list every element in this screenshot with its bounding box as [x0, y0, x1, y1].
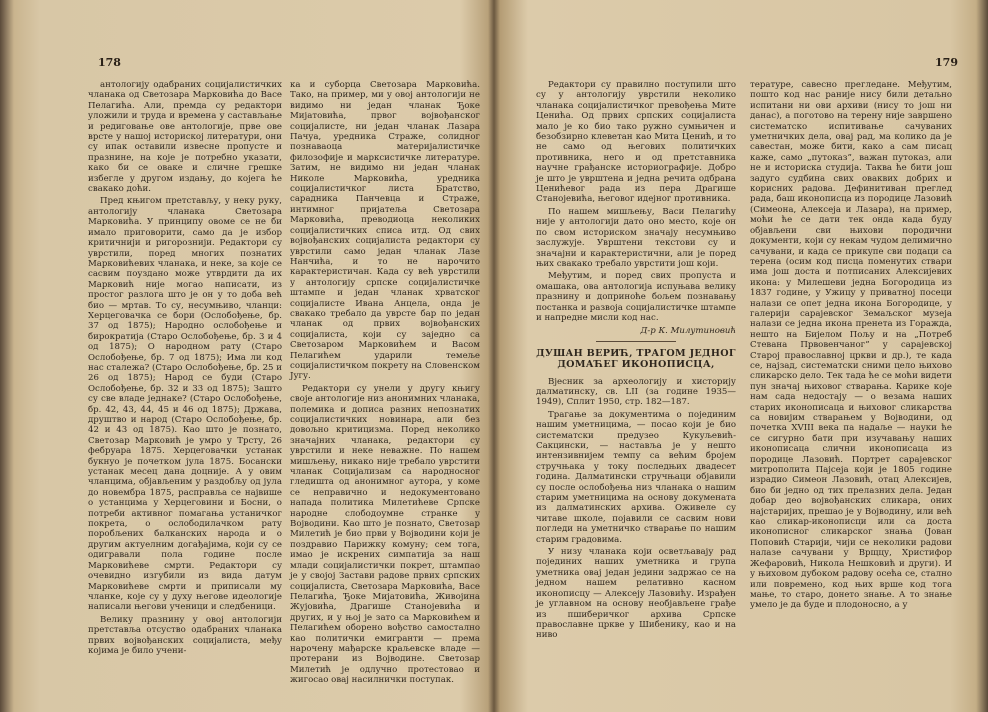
review-heading: ДУШАН ВЕРИЋ, ТРАГОМ ЈЕДНОГ ДОМАЋЕГ ИКОНОПИСЦА,	[536, 347, 736, 371]
left-column-1	[88, 80, 282, 660]
paragraph: Редактори су правилно поступили што су у антологију уврстили неколико чланака социјалистичког превођења Мите Ценића. Од првих српских социјалиста мало је ко био тако ружно сумњичен и безобзирно клеветан као Мита Ценић, и то не само од његових политичких противника, него и од претставника научне грађанске историографије. Добро је што је уврштена и једна речита одбрана Ценићевог рада из пера Драгише Станојевића, његовог идејног противника.	[536, 80, 736, 205]
page-number-left: 178	[98, 56, 121, 69]
paragraph: У низу чланака који осветљавају рад појединих наших уметника и група уметника овај један једини задржао се на једном нашем релативно касном иконописцу — Алексеју Лазовићу. Израђен је углавном на основу необјављене грађе из пшиберичког архива Српске православне цркве у Шибенику, као и на ниво	[536, 547, 736, 641]
paragraph: Велику празнину у овој антологији претставља отсуство одабраних чланака првих војвођанских социјалиста, међу којима је било учени-	[88, 614, 282, 656]
paragraph: Пред књигом претстављу, у неку руку, антологију чланака Светозара Марковића. У принципу овоме се не би имало приговорити, само да је избор критичнији и ригорознији. Редактори су уврстили, поред многих познатих Марковићевих чланака, и неке, за које се сасвим поуздано може утврдити да их Марковић није могао написати, из простог разлога што је он у то доба већ био — мртав. То су, несумњиво, чланци: Херцеговачка се бори (Ослобођење, бр. 37 од 1875); Народно ослобођење и бирократија (Старо Ослобођење, бр. 3 и 4 од 1875); О народном рату (Старо Ослобођење, бр. 7 од 1875); Има ли код нас сталежа? (Старо Ослобођење, бр. 25 и 26 од 1875); Народ се буди (Старо Ослобођење, бр. 32 и 33 од 1875); Зашто су све владе једнаке? (Старо Ослобођење, бр. 42, 43, 44, 45 и 46 од 1875); Држава, друштво и народ (Старо Ослобођење, бр. 42 и 43 од 1875). Као што је познато, Светозар Марковић је умро у Трсту, 26 фебруара 1875. Херцеговачки устанак букнуо је почетком јула 1875. Босански устанак месец дана доцније. А у овим чланцима, објављеним у раздобљу од јула до новембра 1875, расправља се највише о устанцима у Херцеговини и Босни, о потреби активног помагања устаничког покрета, о ослободилачком рату поробљених балканских народа и о другим актуелним догађајима, који су се одигравали пола године после Марковићеве смрти. Редактори су очевидно изгубили из вида датум Марковићеве смрти и приписали му чланке, које су у духу његове идеологије написали његови ученици и следбеници.	[88, 196, 282, 613]
paragraph: Редактори су унели у другу књигу своје антологије низ анонимних чланака, полемика и дописа разних непознатих социјалистичких новинара, али без довољно критицизма. Поред неколико значајних чланака, редактори су уврстили и неке неважне. По нашем мишљењу, никако није требало уврстити чланак Социјализам са народносног гледишта од анонимног аутора, у коме се неправично и недокументовано напада политика Милетићеве Српске народне слободоумне странке у Војводини. Као што је познато, Светозар Милетић је био први у Војводини који је поздравио Парижку комуну; сем тога, имао је искрених симпатија за наш млади социјалистички покрет, штампао је у својој Застави радове првих српских социјалиста, Светозара Марковића, Васе Пелагића, Ђоке Мијатовића, Живојина Жујовића, Драгише Станојевића и других, и у њој је зато са Марковићем и Пелагићем оборено вођство самостално као политички емигранти — према нарочену мађарске краљевске владе — протерани из Војводине. Светозар Милетић је одлучно протестовао и жигосао овај насилнички поступак.	[290, 383, 480, 686]
paragraph: Трагање за документима о појединим нашим уметницима, — посао који је био систематски предузео Кукуљевић-Сакцински, — наставља је у нешто интензивнијем темпу са већим бројем стручњака у току последњих двадесет година. Далматински стручњаци објавили су после ослобођења низ чланака о нашим старим уметницима на основу докумената из далматинских архива. Оживеле су читаве школе, појавили се сасвим нови погледи на уметничко стварање по нашим старим градовима.	[536, 409, 736, 545]
section-divider	[596, 341, 676, 342]
paragraph: антологију одабраних социјалистичких чланака од Светозара Марковића до Васе Пелагића. Али, премда су редактори уложили и труда и времена у састављање и редиговање ове антологије, прве ове врсте у нашој историској литератури, они су ипак оставили извесне пропусте и празнине, на које је потребно указати, како би се оваке и сличне грешке избегле у другом издању, до којега ће свакако доћи.	[88, 80, 282, 195]
right-column-1	[536, 80, 736, 665]
right-page	[500, 0, 972, 712]
paragraph: ка и суборца Светозара Марковића. Тако, на пример, ми у овој антологији не видимо ни један чланак Ђоке Мијатовића, првог војвођанског социјалисте, ни један чланак Лазара Пачуа, уредника Страже, солидног познаваоца материјалистичке филозофије и марксистичке литературе. Затим, не видимо ни један чланак Николе Марковића, уредника социјалистичког листа Братство, сарадника Панчевца и Страже, интимног пријатеља Светозара Марковића, преводиоца неколиких социјалистичких списа итд. Од свих војвођанских социјалиста редактори су уврстили само један чланак Лазе Нанчића, и то не нарочито карактеристичан. Када су већ уврстили у антологију српске социјалистичке штампе и један чланак хрватског социјалисте Ивана Анцела, онда је свакако требало да уврсте бар по један чланак од првих војвођанских социјалиста, који су заједно са Светозаром Марковићем и Васом Пелагићем ударили темеље социјалистичком покрету на Словенском Југу.	[290, 80, 480, 382]
paragraph: Међутим, и поред свих пропуста и омашака, ова антологија испуњава велику празнину и доприноће бољем познавању постанка и развоја социјалистичке штампе и напредне мисли код нас.	[536, 271, 736, 323]
paragraph: тературе, савесно прегледане. Међутим, пошто код нас раније нису били детаљно испитани ни ови архиви (нису то још ни данас), а поготово на терену није завршено систематско испитивање сачуваних уметничких дела, овај рад, ма колико да је савестан, може бити, како а сам писац каже, само „путоказ”, важан путоказ, али не и историска студија. Таква ће бити још задуго судбина свих оваквих добрих и корисних радова. Дефинитиван преглед рада, баш иконописца из породице Лазовић (Симеона, Алексеја и Лазара), на пример, моћи ће се дати тек онда када буду објављени сви њихови породични документи, који су некам чудом делимично сачувани, и када се прикупе сви подаци са терена (осим код писца поменутих ствари има још доста и потписаних Алексијевих икона: у Милешеви једна Богородица из 1837 године, у Ужицу у приватној посеци налази се опет једна икона Богородице, у галерији сарајевског Земаљског музеја налази се једна икона пренета из Горажда, нешто на Бијелом Пољу и на „Потреб Стевана Првовенчаног” у сарајевској Старој православној цркви и др.), те када се, најзад, систематски сними цело њихово сликарско дело. Тек тада ће се моћи видети пун значај њиховог стварања. Карике које нам сада недостају — о везама наших старих иконописаца и њиховог сликарства са новијим стварањем у Војводини, од почетка XVIII века па надаље — науки ће се сигурно бати при изучавању наших иконописаца слични иконописаца из породице Лазовић. Портрет сарајевског митрополита Пајсеја који је 1805 године израдио Симеон Лазовић, отац Алексијев, био би једно од тих прелазних дела. Један добар део војвођанских сликара, оних најстаријих, прешао је у Војводину, или већ као сликар-иконописци или са доста иконописног сликарског знања (Јован Поповић Старији, чији се неколики радови налазе сачувани у Врщцу, Христифор Жефаровић, Никола Нешковић и други). И у њиховом дубоком радову осећа се, стално или повремено, код њих врше код тога мање, то старо, донето знање. А то знање умело је да буде и плодоносно, а у	[750, 80, 952, 611]
bibliography-entry: Вјесник за археологију и хисторију далматинску, св. LII (за године 1935—1949), Сплит 1950, стр. 182—187.	[536, 376, 736, 408]
author-signature: Д-р К. Милутиновић	[640, 326, 736, 337]
paragraph: По нашем мишљењу, Васи Пелагићу није у антологији дато оно место, које он по свом историском значају несумњиво заслужује. Уврштени текстови су и значајни и карактеристични, али је поред њих свакако требало уврстити још који.	[536, 206, 736, 269]
page-number-right: 179	[935, 56, 958, 69]
right-column-2	[750, 80, 952, 665]
left-column-2	[290, 80, 480, 686]
left-page	[18, 0, 486, 712]
